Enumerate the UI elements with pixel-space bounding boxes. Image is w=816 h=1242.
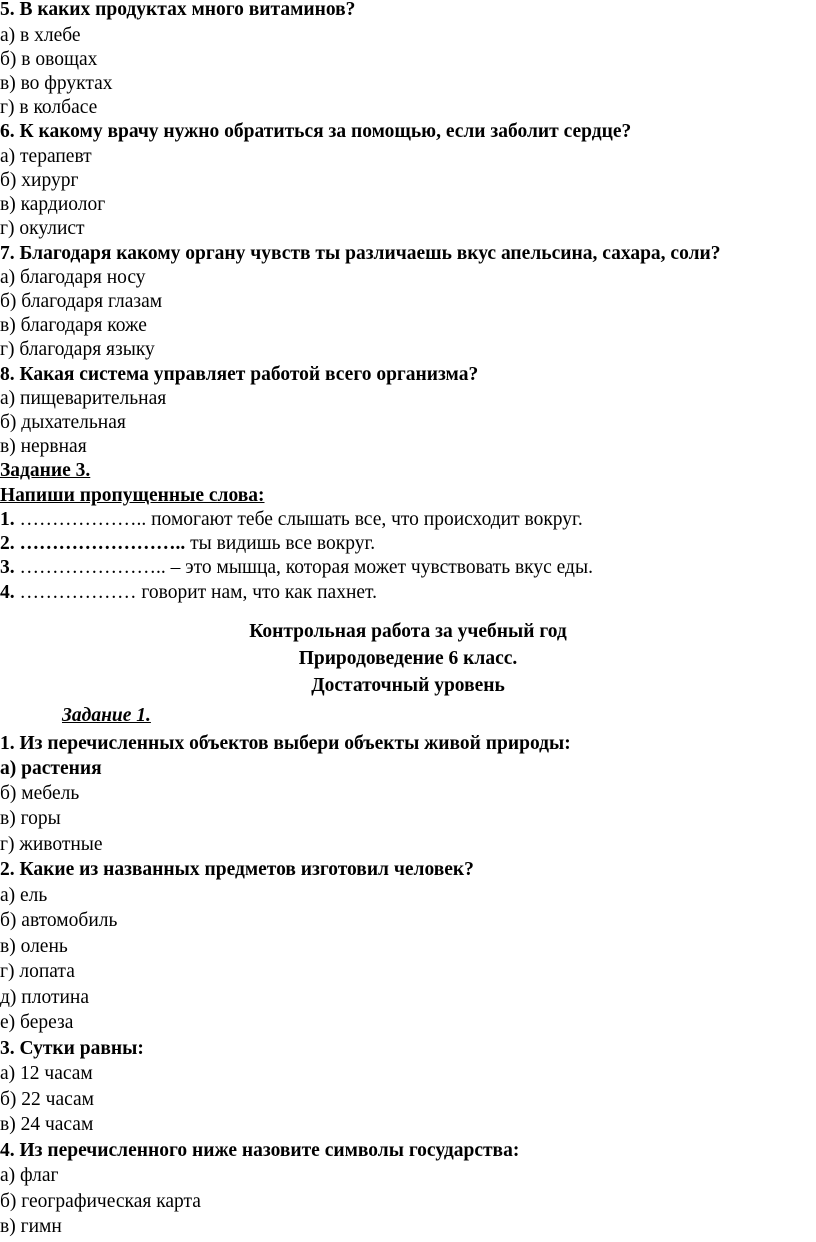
question-7: 7. Благодаря какому органу чувств ты различаешь вкус апельсина, сахара, соли? — [0, 243, 721, 264]
blank: ……………… — [14, 582, 142, 603]
question-3: 3. Сутки равны: — [0, 1038, 144, 1059]
answer-option: в) кардиолог — [0, 194, 106, 215]
task-3-title: Задание 3. — [0, 460, 91, 481]
item-number: 4. — [0, 582, 15, 603]
answer-option: б) мебель — [0, 783, 80, 804]
answer-option: а) терапевт — [0, 146, 92, 167]
answer-option: б) автомобиль — [0, 910, 118, 931]
answer-option: в) нервная — [0, 436, 87, 457]
answer-option: д) плотина — [0, 987, 89, 1008]
answer-option: в) гимн — [0, 1216, 62, 1237]
answer-option: г) благодаря языку — [0, 339, 155, 360]
item-number: 3. — [0, 557, 15, 578]
blank: ………………….. — [14, 557, 171, 578]
fill-in-item — [0, 556, 593, 580]
question-6: 6. К какому врачу нужно обратиться за помощью, если заболит сердце? — [0, 121, 632, 142]
item-text: – это мышца, которая может чувствовать вкус еды. — [170, 557, 593, 578]
answer-option: б) благодаря глазам — [0, 291, 163, 312]
answer-option: а) в хлебе — [0, 25, 81, 46]
answer-option: в) во фруктах — [0, 73, 113, 94]
answer-option: а) 12 часам — [0, 1063, 93, 1084]
item-number: 2. — [0, 533, 15, 554]
answer-option: б) 22 часам — [0, 1089, 95, 1110]
item-text: говорит нам, что как пахнет. — [141, 582, 377, 603]
item-number: 1. — [0, 509, 15, 530]
fill-in-item — [0, 532, 375, 556]
task-3-instruction: Напиши пропущенные слова: — [0, 485, 265, 506]
question-1: 1. Из перечисленных объектов выбери объекты живой природы: — [0, 733, 571, 754]
answer-option: а) флаг — [0, 1165, 59, 1186]
answer-option: а) пищеварительная — [0, 388, 167, 409]
blank: ……………….. — [14, 509, 152, 530]
question-8: 8. Какая система управляет работой всего организма? — [0, 364, 479, 385]
answer-option: б) дыхательная — [0, 412, 126, 433]
answer-option: в) 24 часам — [0, 1114, 94, 1135]
answer-option: а) ель — [0, 885, 48, 906]
answer-option: б) в овощах — [0, 49, 98, 70]
answer-option: г) в колбасе — [0, 97, 98, 118]
item-text: помогают тебе слышать все, что происходит вокруг. — [151, 509, 583, 530]
task-1-title: Задание 1. — [62, 705, 151, 726]
question-4: 4. Из перечисленного ниже назовите символы государства: — [0, 1140, 520, 1161]
blank: …………………….. — [14, 533, 191, 554]
answer-option: б) хирург — [0, 170, 79, 191]
level-title: Достаточный уровень — [311, 675, 505, 696]
answer-option: б) географическая карта — [0, 1191, 201, 1212]
fill-in-item — [0, 581, 377, 605]
test-title: Контрольная работа за учебный год — [249, 621, 567, 642]
subject-title: Природоведение 6 класс. — [298, 648, 518, 669]
answer-option: в) горы — [0, 808, 61, 829]
answer-option: г) животные — [0, 834, 103, 855]
answer-option: е) береза — [0, 1012, 74, 1033]
answer-option: в) олень — [0, 936, 68, 957]
answer-option: г) лопата — [0, 961, 75, 982]
answer-option: а) благодаря носу — [0, 267, 146, 288]
answer-option: а) растения — [0, 758, 102, 779]
question-2: 2. Какие из названных предметов изготовил человек? — [0, 859, 474, 880]
answer-option: г) окулист — [0, 218, 85, 239]
fill-in-item — [0, 508, 583, 532]
question-5: 5. В каких продуктах много витаминов? — [0, 0, 356, 20]
item-text: ты видишь все вокруг. — [190, 533, 376, 554]
answer-option: в) благодаря коже — [0, 315, 147, 336]
